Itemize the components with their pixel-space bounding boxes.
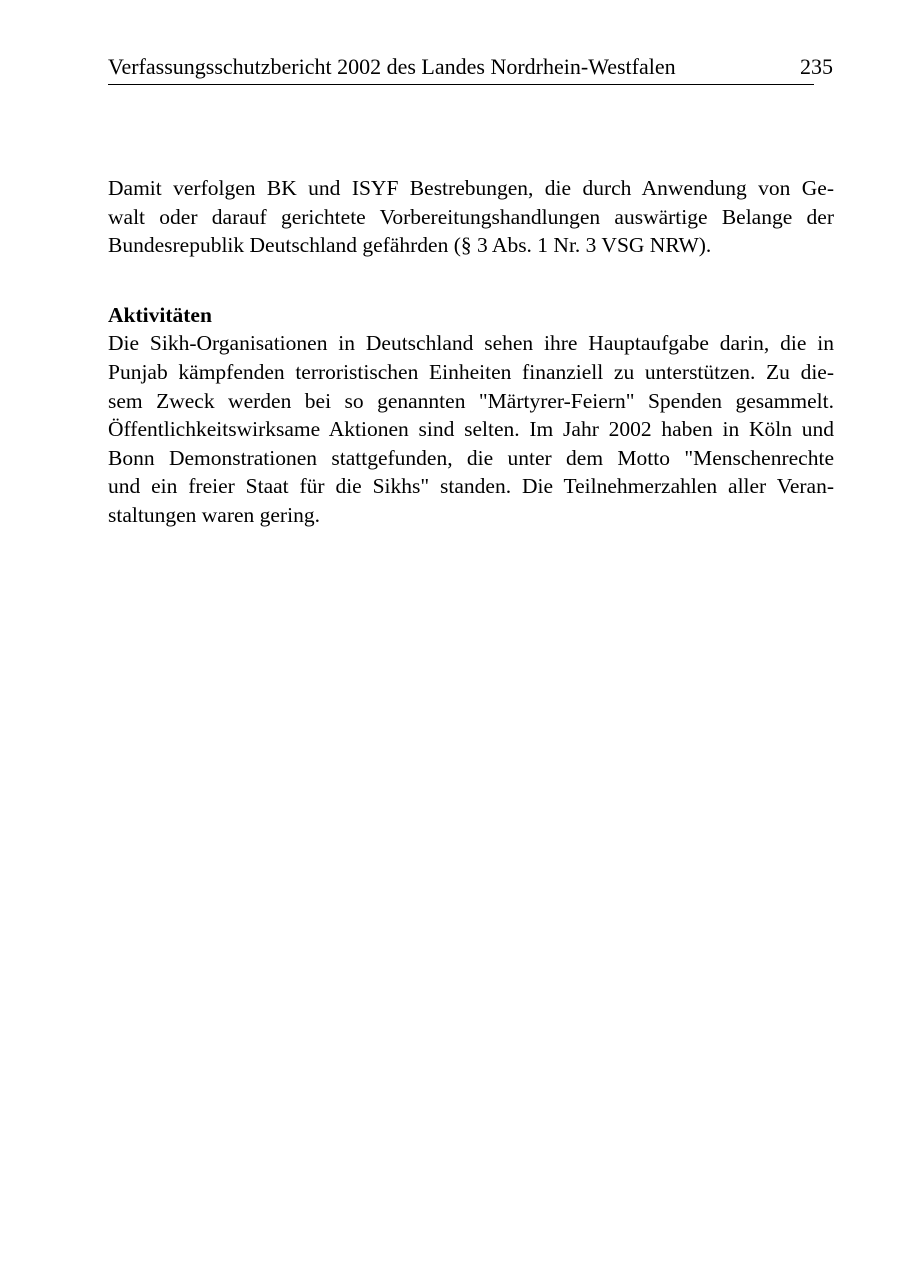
page-number: 235 [800,54,833,79]
paragraph-line: Punjab kämpfenden terroristischen Einheiten finanziell zu unterstützen. Zu die- [108,359,834,384]
paragraph-line: Bonn Demonstrationen stattgefunden, die unter dem Motto "Menschenrechte [108,445,834,470]
running-header [108,50,814,85]
paragraph-line: und ein freier Staat für die Sikhs" standen. Die Teilnehmerzahlen aller Veran- [108,474,834,499]
section-spacer [108,260,834,301]
paragraph-line: sem Zweck werden bei so genannten "Märtyrer-Feiern" Spenden gesammelt. [108,388,834,413]
paragraph-line: Die Sikh-Organisationen in Deutschland sehen ihre Hauptaufgabe darin, die in [108,331,834,356]
paragraph-line: Öffentlichkeitswirksame Aktionen sind selten. Im Jahr 2002 haben in Köln und [108,417,834,442]
intro-paragraph [108,174,834,260]
paragraph-line: walt oder darauf gerichtete Vorbereitungshandlungen auswärtige Belange der [108,204,834,229]
paragraph-line: staltungen waren gering. [108,502,320,527]
header-title: Verfassungsschutzbericht 2002 des Landes Nordrhein-Westfalen [108,54,676,79]
page-body [108,174,834,530]
section-heading: Aktivitäten [108,302,212,327]
activities-section [108,301,834,530]
paragraph-line: Bundesrepublik Deutschland gefährden (§ 3 Abs. 1 Nr. 3 VSG NRW). [108,233,712,258]
paragraph-line: Damit verfolgen BK und ISYF Bestrebungen, die durch Anwendung von Ge- [108,176,834,200]
